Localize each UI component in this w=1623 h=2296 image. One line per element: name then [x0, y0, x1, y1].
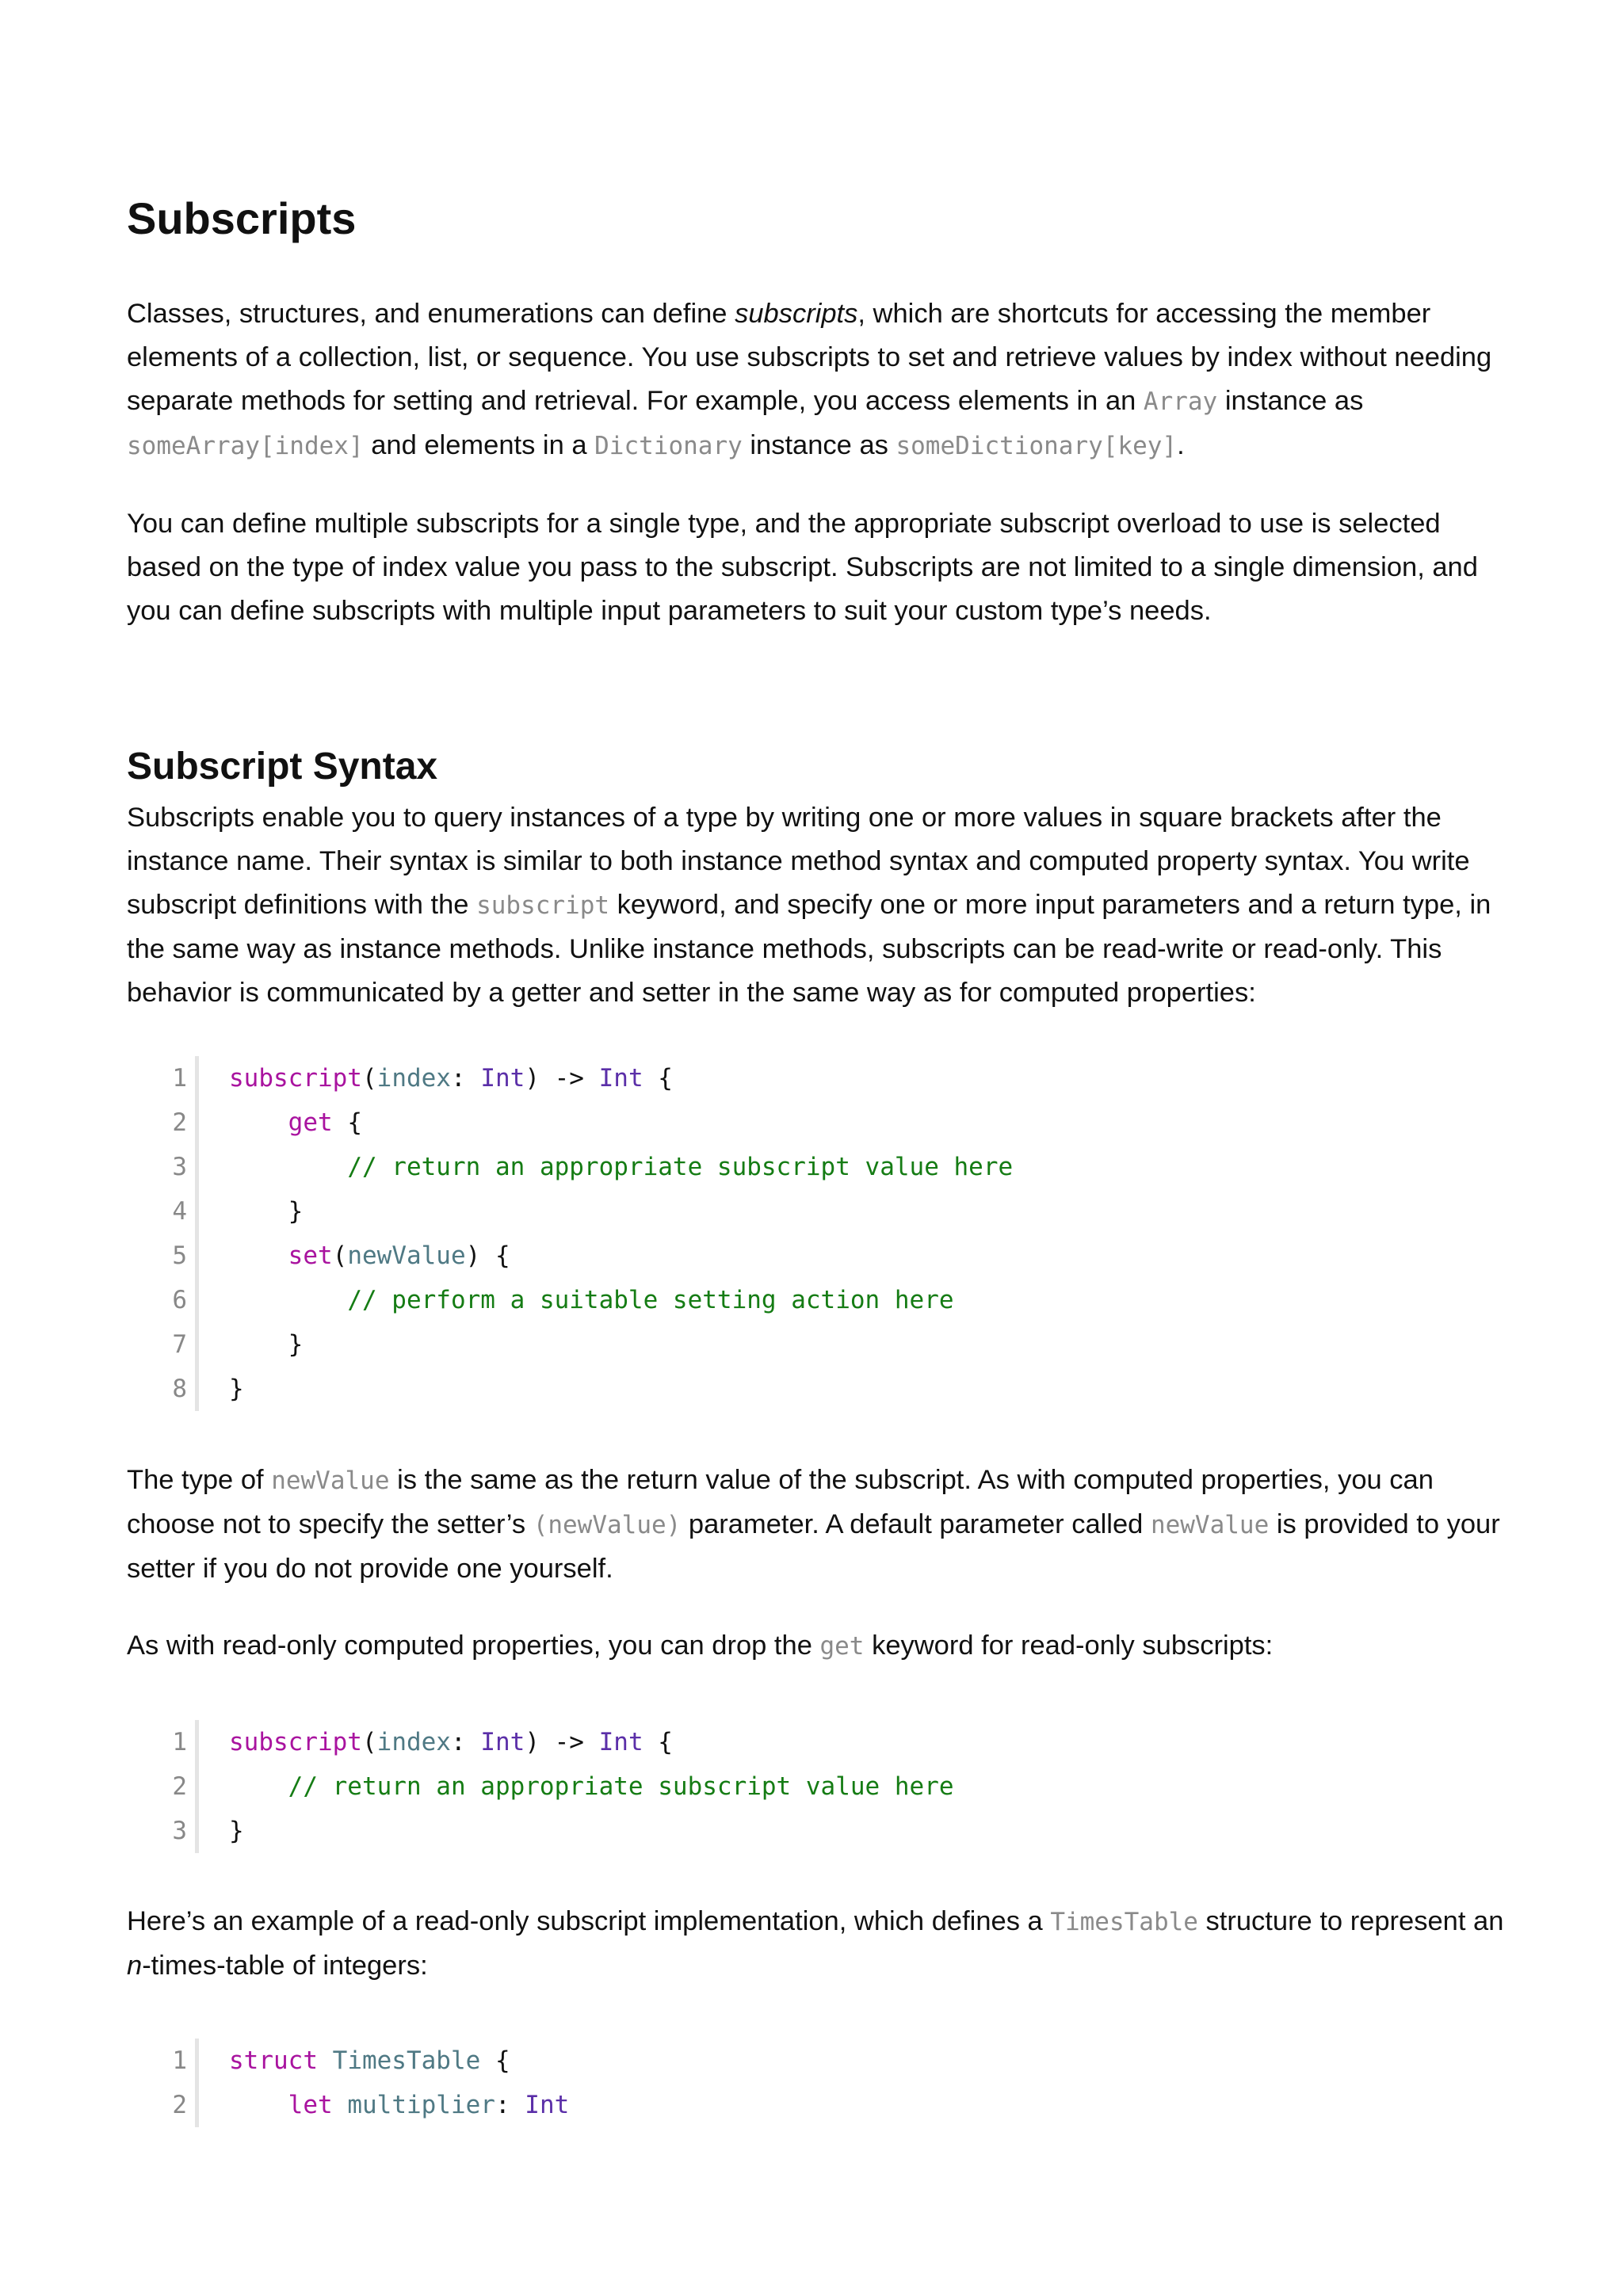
- text: and elements in a: [363, 430, 595, 460]
- indent: [229, 1772, 288, 1801]
- keyword: get: [288, 1108, 333, 1137]
- syntax-paragraph-2: [127, 1459, 1514, 1591]
- type: Int: [525, 2091, 570, 2119]
- punct: :: [450, 1728, 481, 1756]
- type: Int: [480, 1064, 525, 1093]
- type: Int: [598, 1064, 643, 1093]
- text: The type of: [127, 1465, 272, 1495]
- punct: (: [361, 1728, 377, 1756]
- indent: [229, 2091, 288, 2119]
- syntax-paragraph-4: [127, 1900, 1514, 1988]
- intro-paragraph-2: You can define multiple subscripts for a single type, and the appropriate subscript overload to use is selected based on the type of index value you pass to the subscript. Subscripts are not limited to a single dimension, and you can define subscripts with multiple input parameters to suit your custom type’s needs.: [127, 509, 1478, 626]
- punct: [318, 2046, 333, 2075]
- text: As with read-only computed properties, you can drop the: [127, 1630, 820, 1661]
- inline-code: newValue: [1150, 1511, 1270, 1539]
- punct: [333, 2091, 348, 2119]
- line-number: 1: [143, 2039, 199, 2083]
- param: index: [376, 1728, 451, 1756]
- line-number: 2: [143, 1764, 199, 1809]
- comment: // return an appropriate subscript value here: [347, 1153, 1014, 1181]
- syntax-paragraph-3: [127, 1624, 1514, 1669]
- punct: }: [229, 1817, 244, 1845]
- code-line: [143, 1145, 1013, 1189]
- code-line: [143, 1809, 954, 1853]
- param: index: [376, 1064, 451, 1093]
- punct: {: [480, 2046, 510, 2075]
- comment: // return an appropriate subscript value here: [288, 1772, 954, 1801]
- line-number: 8: [143, 1367, 199, 1411]
- page-title: Subscripts: [127, 193, 357, 243]
- inline-code: Array: [1143, 387, 1218, 416]
- code-line: [143, 2083, 569, 2127]
- code-block-read-only-subscript: [143, 1720, 954, 1853]
- text: instance as: [1217, 386, 1364, 416]
- code-block-times-table: [143, 2039, 569, 2127]
- code-line: [143, 1278, 1013, 1322]
- line-number: 2: [143, 1100, 199, 1145]
- text: instance as: [742, 430, 896, 460]
- punct: }: [288, 1330, 304, 1359]
- code-line: [143, 1764, 954, 1809]
- line-number: 4: [143, 1189, 199, 1234]
- line-number: 1: [143, 1056, 199, 1100]
- section-heading-subscript-syntax: Subscript Syntax: [127, 746, 438, 788]
- line-number: 3: [143, 1145, 199, 1189]
- indent: [229, 1330, 288, 1359]
- punct: ) ->: [525, 1064, 599, 1093]
- punct: :: [495, 2091, 525, 2119]
- line-number: 1: [143, 1720, 199, 1764]
- text: is provided to your setter if you do not provide one yourself.: [127, 1509, 1500, 1584]
- code-line: [143, 1234, 1013, 1278]
- inline-code: TimesTable: [1050, 1908, 1198, 1936]
- identifier: multiplier: [347, 2091, 495, 2119]
- punct: {: [332, 1108, 362, 1137]
- inline-code: Dictionary: [594, 432, 743, 460]
- line-number: 7: [143, 1322, 199, 1367]
- indent: [229, 1153, 347, 1181]
- punct: }: [229, 1375, 244, 1403]
- indent: [229, 1241, 288, 1270]
- type: Int: [480, 1728, 525, 1756]
- text: keyword for read-only subscripts:: [864, 1630, 1274, 1661]
- code-line: [143, 1189, 1013, 1234]
- punct: (: [361, 1064, 377, 1093]
- text: -times-table of integers:: [142, 1951, 428, 1981]
- keyword: struct: [229, 2046, 318, 2075]
- code-line: [143, 2039, 569, 2083]
- text: Here’s an example of a read-only subscript implementation, which defines a: [127, 1906, 1051, 1936]
- keyword: set: [288, 1241, 333, 1270]
- type: Int: [598, 1728, 643, 1756]
- indent: [229, 1197, 288, 1226]
- text: is the same as the return value of the subscript. As with computed properties, you can choose not to specify the setter’s: [127, 1465, 1434, 1539]
- text: structure to represent an: [1197, 1906, 1504, 1936]
- line-number: 5: [143, 1234, 199, 1278]
- punct: }: [288, 1197, 304, 1226]
- punct: :: [450, 1064, 481, 1093]
- emphasis: n: [127, 1951, 143, 1981]
- text: , which are shortcuts for accessing the member elements of a collection, list, or sequence. You use subscripts to set and retrieve values by index without needing separate methods for setting and retrieval. For example, you access elements in an: [127, 299, 1492, 416]
- line-number: 3: [143, 1809, 199, 1853]
- comment: // perform a suitable setting action here: [347, 1286, 954, 1314]
- inline-code: get: [819, 1632, 865, 1661]
- inline-code: someArray[index]: [127, 432, 364, 460]
- inline-code: subscript: [476, 891, 610, 920]
- punct: {: [643, 1064, 673, 1093]
- keyword: let: [288, 2091, 333, 2119]
- code-line: [143, 1367, 1013, 1411]
- punct: {: [643, 1728, 673, 1756]
- text: keyword, and specify one or more input parameters and a return type, in the same way as instance methods. Unlike instance methods, subscripts can be read-write or read-only. This behavior is communicated by a getter and setter in the same way as for computed properties:: [127, 890, 1491, 1008]
- code-block-subscript-syntax: [143, 1056, 1013, 1411]
- text: parameter. A default parameter called: [681, 1509, 1151, 1539]
- text: .: [1177, 430, 1185, 460]
- keyword: subscript: [229, 1728, 362, 1756]
- param: newValue: [347, 1241, 466, 1270]
- identifier: TimesTable: [332, 2046, 481, 2075]
- punct: (: [332, 1241, 348, 1270]
- syntax-paragraph-1: [127, 796, 1514, 1015]
- indent: [229, 1108, 288, 1137]
- code-line: [143, 1056, 1013, 1100]
- punct: ) ->: [525, 1728, 599, 1756]
- punct: ) {: [465, 1241, 510, 1270]
- intro-paragraph-1: [127, 292, 1514, 468]
- inline-code: (newValue): [533, 1511, 682, 1539]
- keyword: subscript: [229, 1064, 362, 1093]
- text: Subscripts enable you to query instances of a type by writing one or more values in square brackets after the instance name. Their syntax is similar to both instance method syntax and computed property syntax. You write subscript definitions with the: [127, 803, 1470, 920]
- inline-code: newValue: [271, 1466, 390, 1495]
- emphasis: subscripts: [735, 299, 858, 329]
- text: Classes, structures, and enumerations can define: [127, 299, 735, 329]
- line-number: 6: [143, 1278, 199, 1322]
- code-line: [143, 1720, 954, 1764]
- indent: [229, 1286, 347, 1314]
- inline-code: someDictionary[key]: [896, 432, 1178, 460]
- code-line: [143, 1100, 1013, 1145]
- line-number: 2: [143, 2083, 199, 2127]
- code-line: [143, 1322, 1013, 1367]
